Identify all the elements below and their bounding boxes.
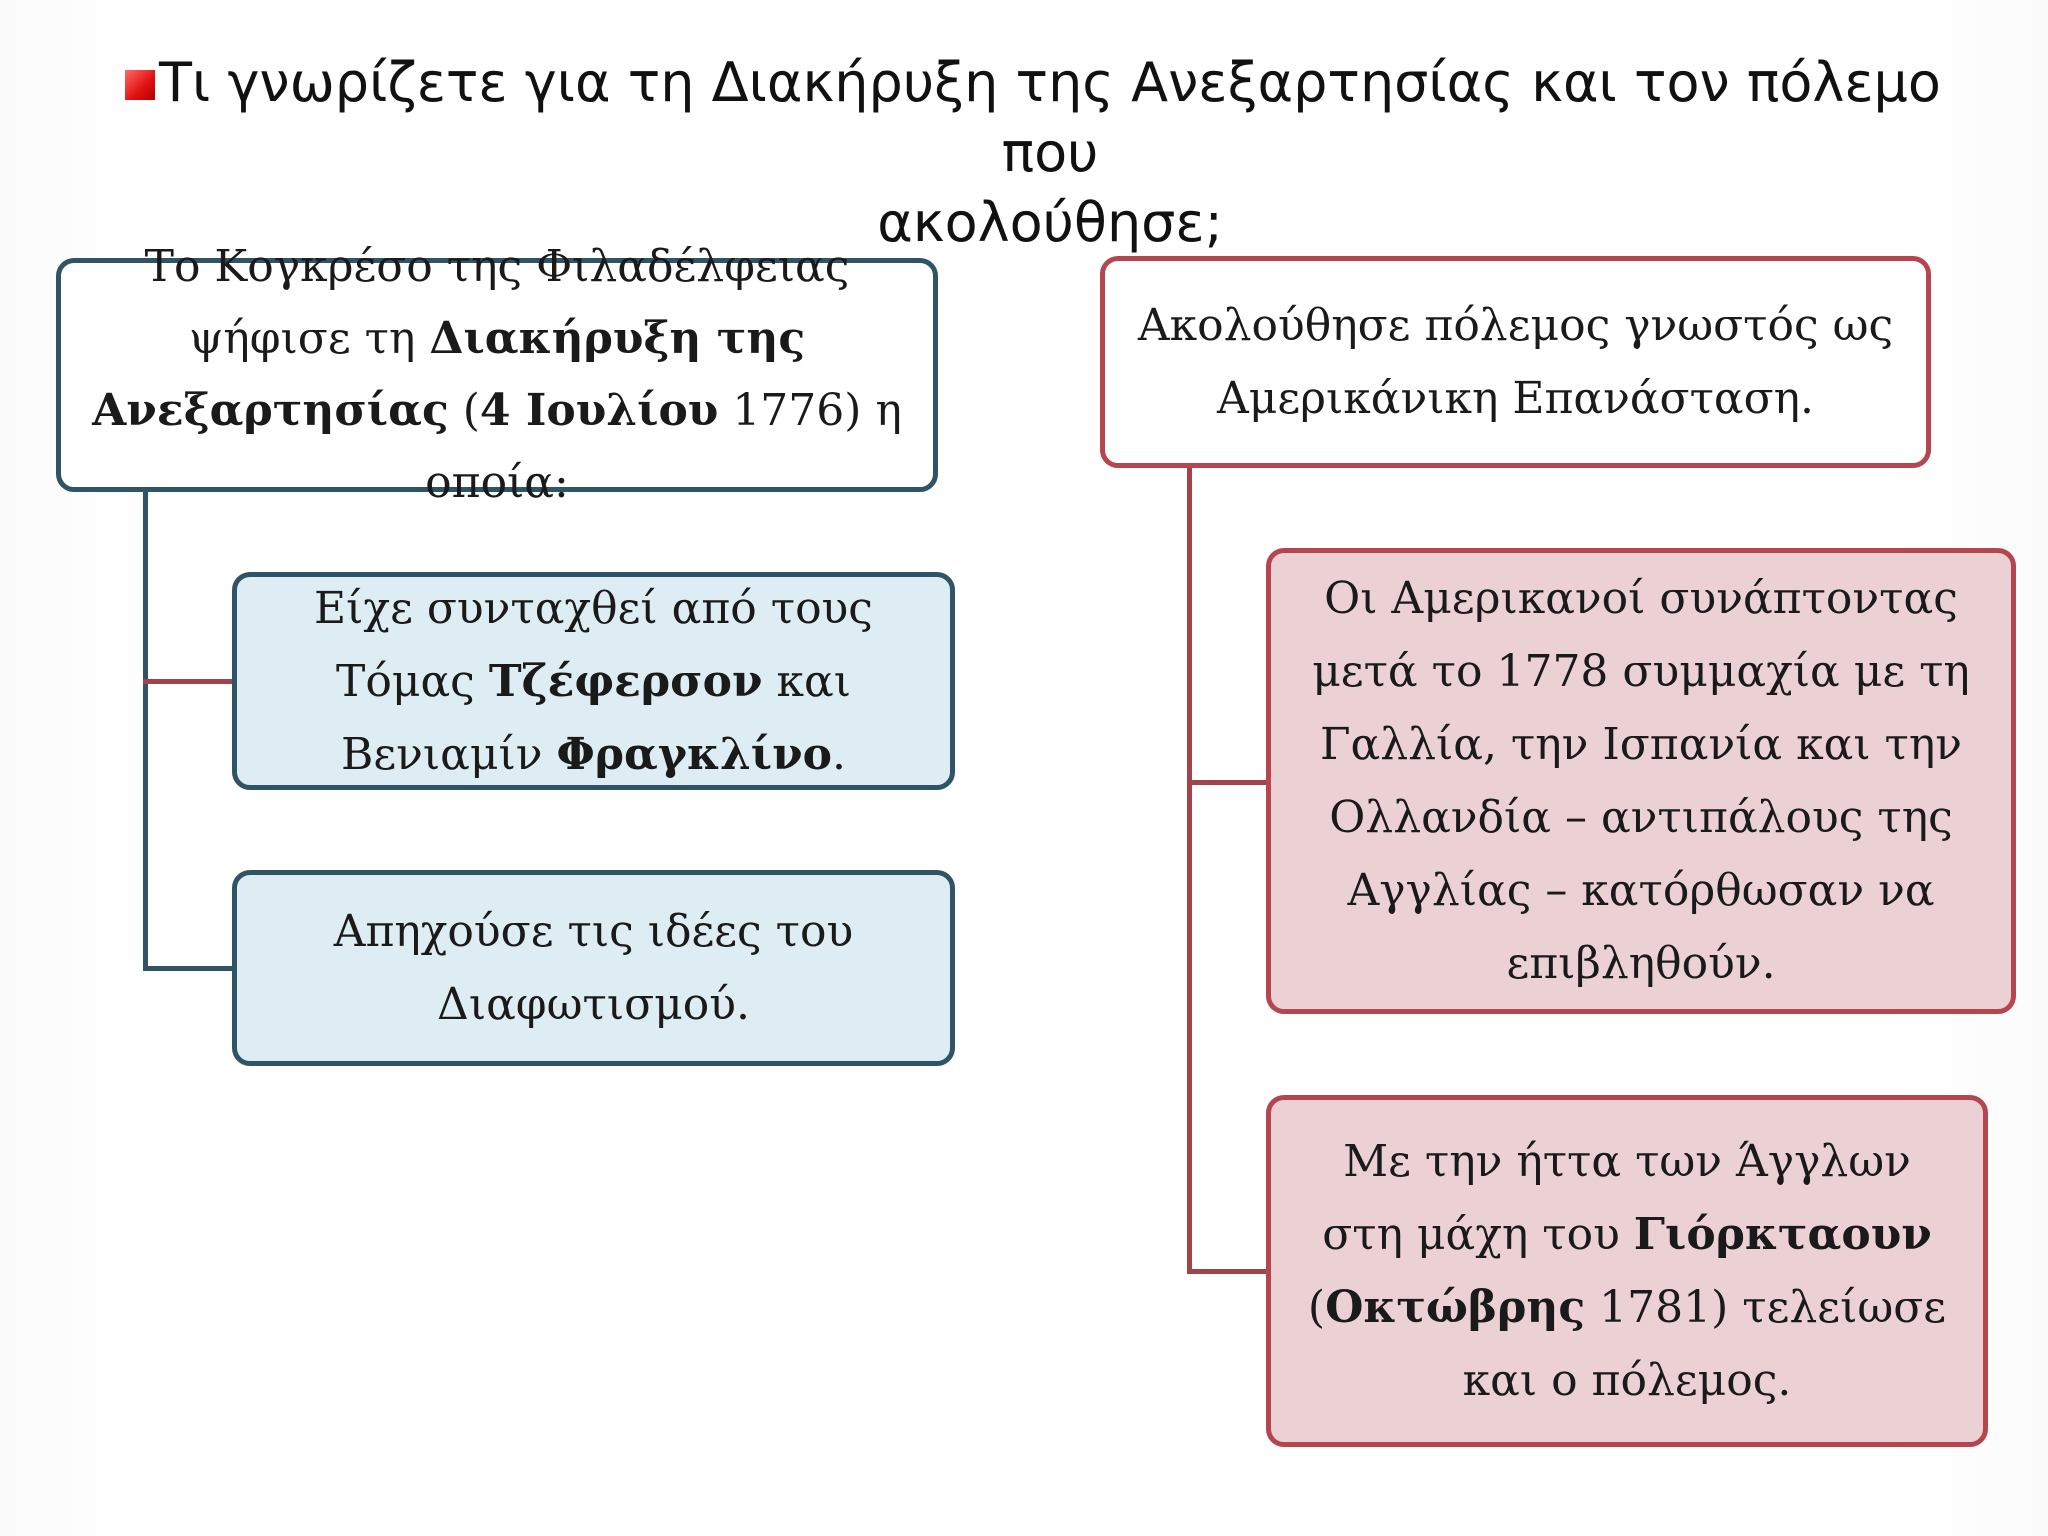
slide-title <box>120 48 1980 258</box>
title-line-2: ακολούθησε; <box>877 191 1223 254</box>
title-line-1: Τι γνωρίζετε για τη Διακήρυξη της Ανεξαρτησίας και τον πόλεμο που <box>159 51 1941 184</box>
left-branch-2-line <box>143 966 233 971</box>
right-trunk-line <box>1187 465 1192 1274</box>
right-child-2-text: Με την ήττα των Άγγλων στη μάχη του Γιόρκταουν (Οκτώβρης 1781) τελείωσε και ο πόλεμος. <box>1307 1136 1947 1406</box>
right-branch-1-line <box>1187 780 1269 785</box>
left-head-text: Το Κογκρέσο της Φιλαδέλφειας ψήφισε τη Διακήρυξη της Ανεξαρτησίας (4 Ιουλίου 1776) η οποία: <box>92 241 902 508</box>
left-head-box <box>56 241 938 508</box>
right-child-1-box <box>1266 548 2016 1014</box>
left-child-2-box <box>232 870 955 1066</box>
right-branch-2-line <box>1187 1269 1269 1274</box>
right-head-text: Ακολούθησε πόλεμος γνωστός ως Αμερικάνικη Επανάσταση. <box>1137 300 1894 424</box>
right-child-1-text: Οι Αμερικανοί συνάπτοντας μετά το 1778 συμμαχία με τη Γαλλία, την Ισπανία και την Ολλανδία – αντιπάλους της Αγγλίας – κατόρθωσαν να επιβληθούν. <box>1312 573 1970 989</box>
left-trunk-line <box>143 490 148 970</box>
left-child-2-text: Απηχούσε τις ιδέες του Διαφωτισμού. <box>333 906 854 1030</box>
left-child-1-box <box>232 572 955 790</box>
right-head-box <box>1100 256 1931 468</box>
left-branch-1-line <box>143 679 233 684</box>
right-child-2-box <box>1266 1095 1988 1447</box>
left-child-1-text: Είχε συνταχθεί από τους Τόμας Τζέφερσον και Βενιαμίν Φραγκλίνο. <box>314 582 873 780</box>
